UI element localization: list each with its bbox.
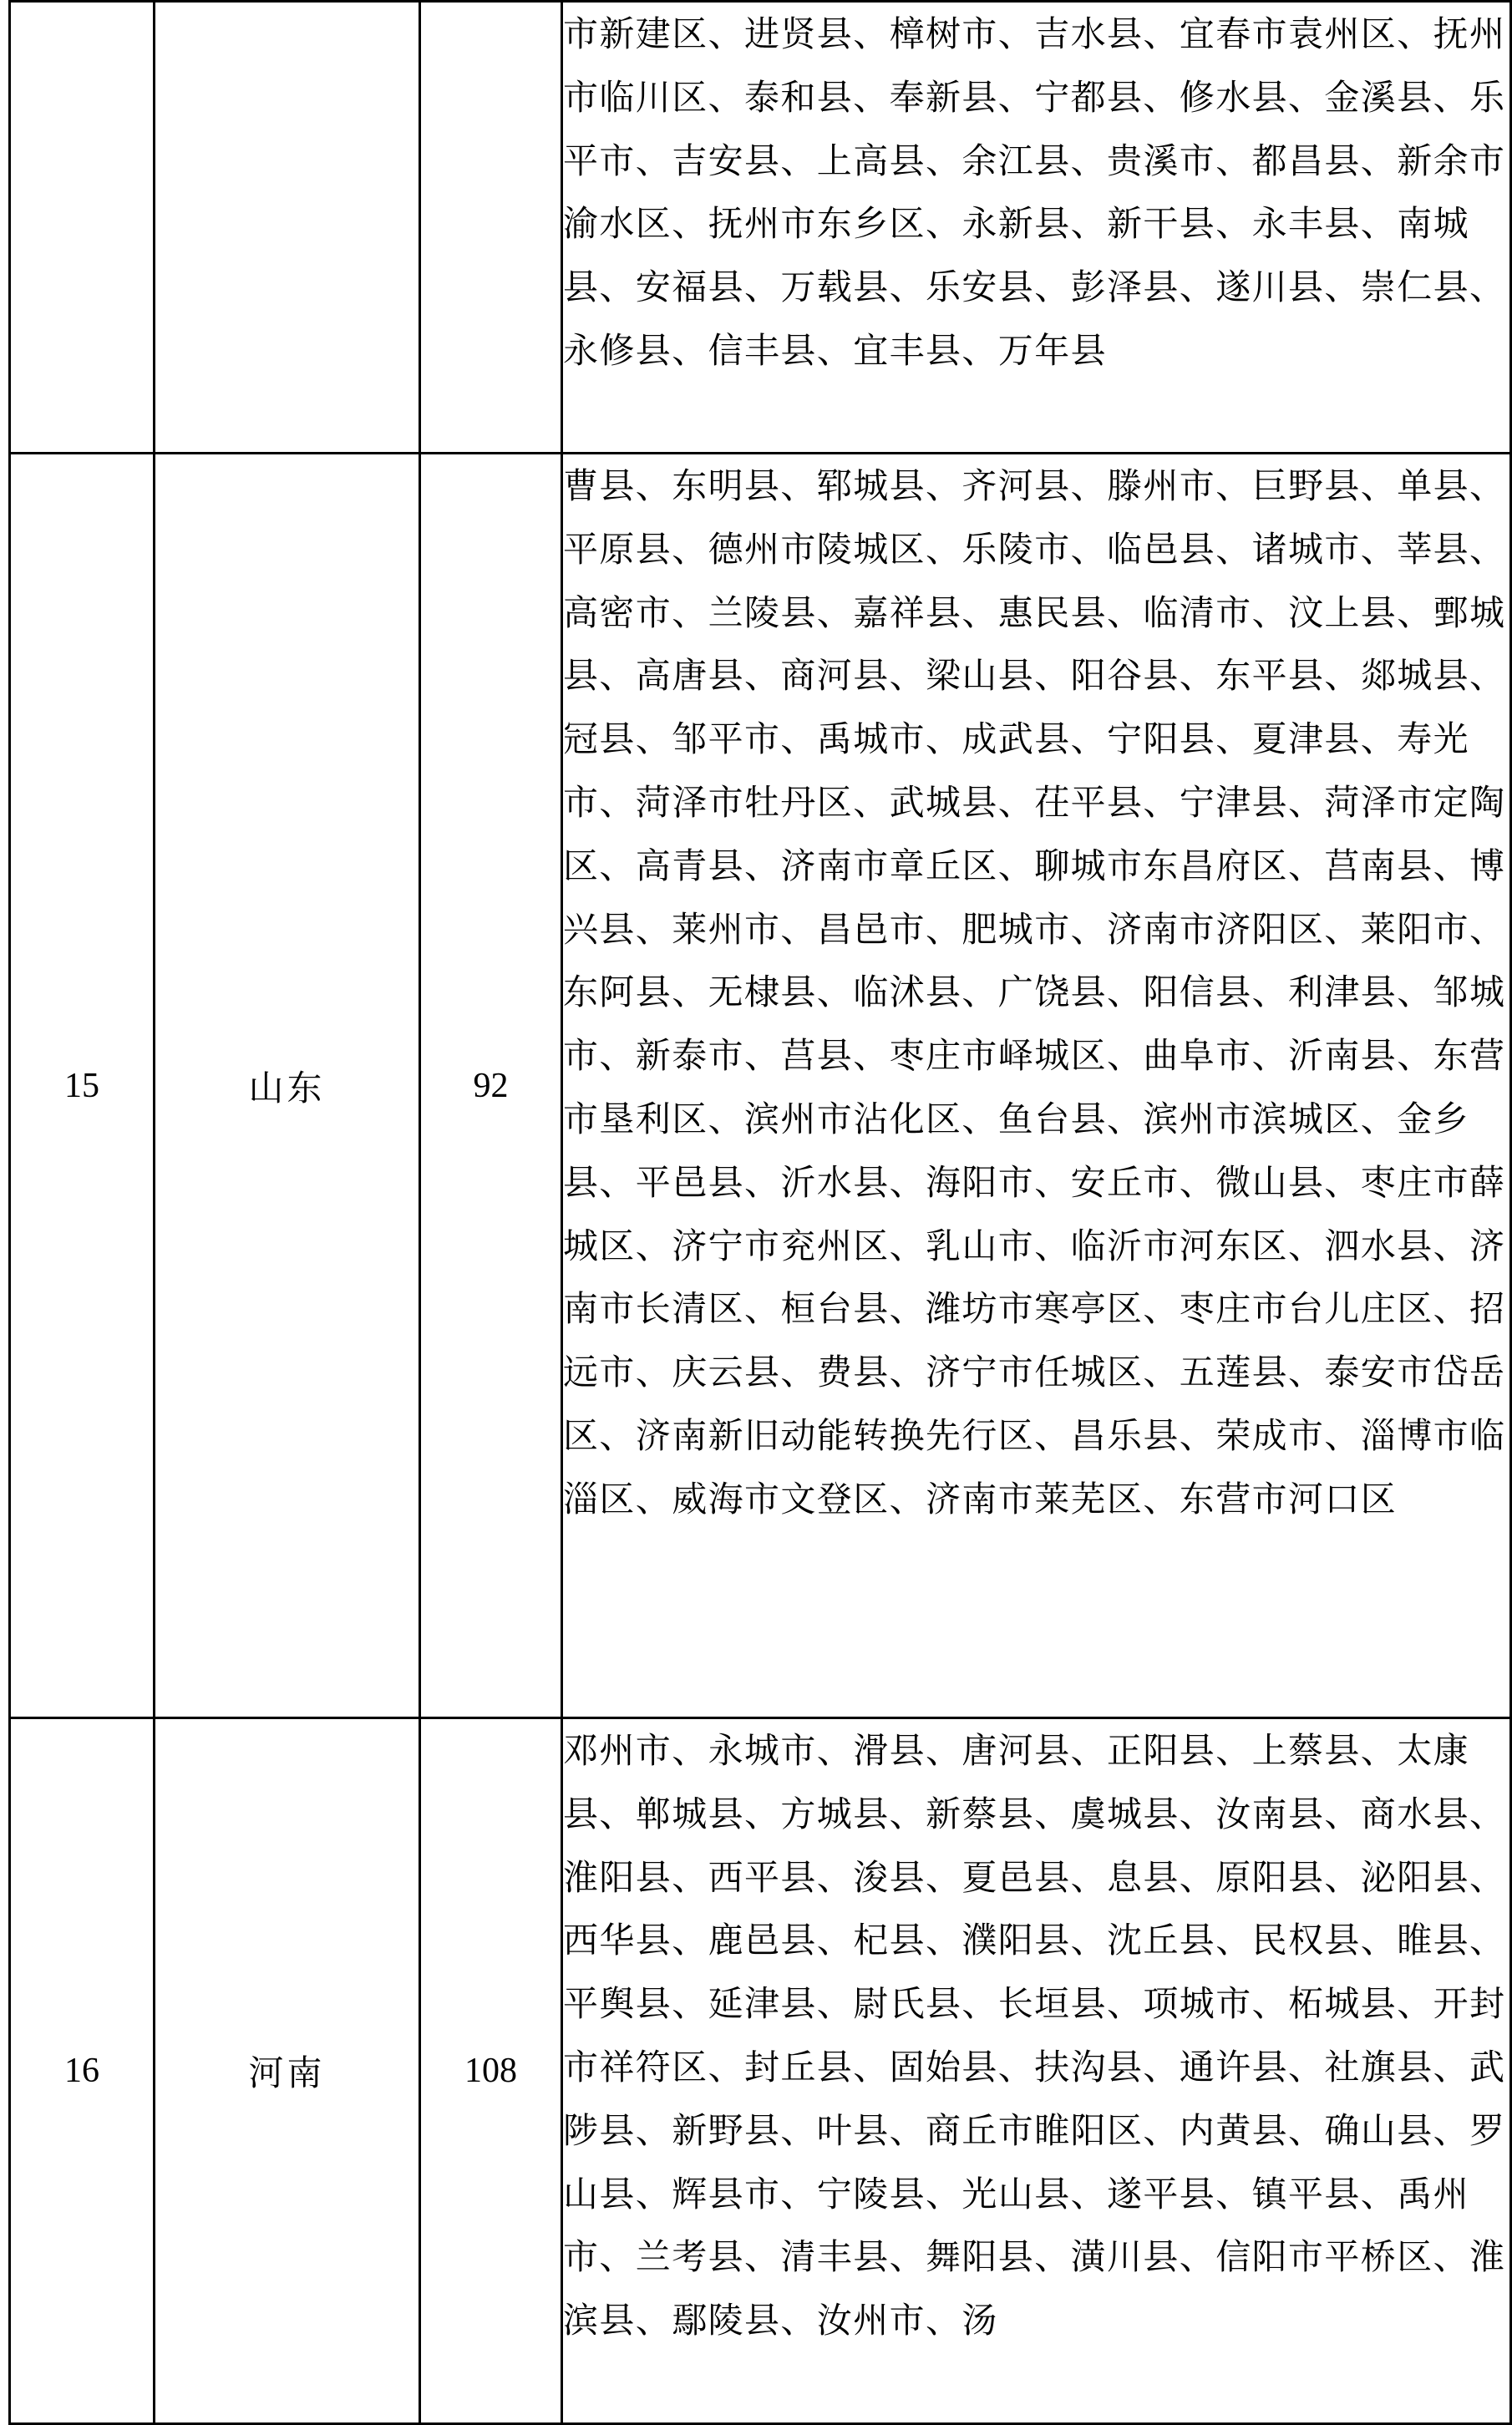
- county-count-cell: [420, 2, 562, 454]
- province-cell: [155, 2, 420, 454]
- row-index-cell: 15: [10, 454, 155, 1718]
- province-cell: 河南: [155, 1718, 420, 2424]
- table-row: [10, 1718, 1511, 2424]
- row-index-cell: 16: [10, 1718, 155, 2424]
- province-cell: 山东: [155, 454, 420, 1718]
- county-list-cell: 曹县、东明县、郓城县、齐河县、滕州市、巨野县、单县、平原县、德州市陵城区、乐陵市、临邑县、诸城市、莘县、高密市、兰陵县、嘉祥县、惠民县、临清市、汶上县、鄄城县、高唐县、商河县、梁山县、阳谷县、东平县、郯城县、冠县、邹平市、禹城市、成武县、宁阳县、夏津县、寿光市、菏泽市牡丹区、武城县、茌平县、宁津县、菏泽市定陶区、高青县、济南市章丘区、聊城市东昌府区、莒南县、博兴县、莱州市、昌邑市、肥城市、济南市济阳区、莱阳市、东阿县、无棣县、临沭县、广饶县、阳信县、利津县、邹城市、新泰市、莒县、枣庄市峄城区、曲阜市、沂南县、东营市垦利区、滨州市沾化区、鱼台县、滨州市滨城区、金乡县、平邑县、沂水县、海阳市、安丘市、微山县、枣庄市薛城区、济宁市兖州区、乳山市、临沂市河东区、泗水县、济南市长清区、桓台县、潍坊市寒亭区、枣庄市台儿庄区、招远市、庆云县、费县、济宁市任城区、五莲县、泰安市岱岳区、济南新旧动能转换先行区、昌乐县、荣成市、淄博市临淄区、威海市文登区、济南市莱芜区、东营市河口区: [562, 454, 1511, 1718]
- row-index-cell: [10, 2, 155, 454]
- county-count-cell: 92: [420, 454, 562, 1718]
- county-list-cell: 邓州市、永城市、滑县、唐河县、正阳县、上蔡县、太康县、郸城县、方城县、新蔡县、虞城县、汝南县、商水县、淮阳县、西平县、浚县、夏邑县、息县、原阳县、泌阳县、西华县、鹿邑县、杞县、濮阳县、沈丘县、民权县、睢县、平舆县、延津县、尉氏县、长垣县、项城市、柘城县、开封市祥符区、封丘县、固始县、扶沟县、通许县、社旗县、武陟县、新野县、叶县、商丘市睢阳区、内黄县、确山县、罗山县、辉县市、宁陵县、光山县、遂平县、镇平县、禹州市、兰考县、清丰县、舞阳县、潢川县、信阳市平桥区、淮滨县、鄢陵县、汝州市、汤: [562, 1718, 1511, 2424]
- table-row: [10, 2, 1511, 454]
- table-row: [10, 454, 1511, 1718]
- county-list-cell: 市新建区、进贤县、樟树市、吉水县、宜春市袁州区、抚州市临川区、泰和县、奉新县、宁都县、修水县、金溪县、乐平市、吉安县、上高县、余江县、贵溪市、都昌县、新余市渝水区、抚州市东乡区、永新县、新干县、永丰县、南城县、安福县、万载县、乐安县、彭泽县、遂川县、崇仁县、永修县、信丰县、宜丰县、万年县: [562, 2, 1511, 454]
- county-count-cell: 108: [420, 1718, 562, 2424]
- county-list-table: [8, 0, 1512, 2425]
